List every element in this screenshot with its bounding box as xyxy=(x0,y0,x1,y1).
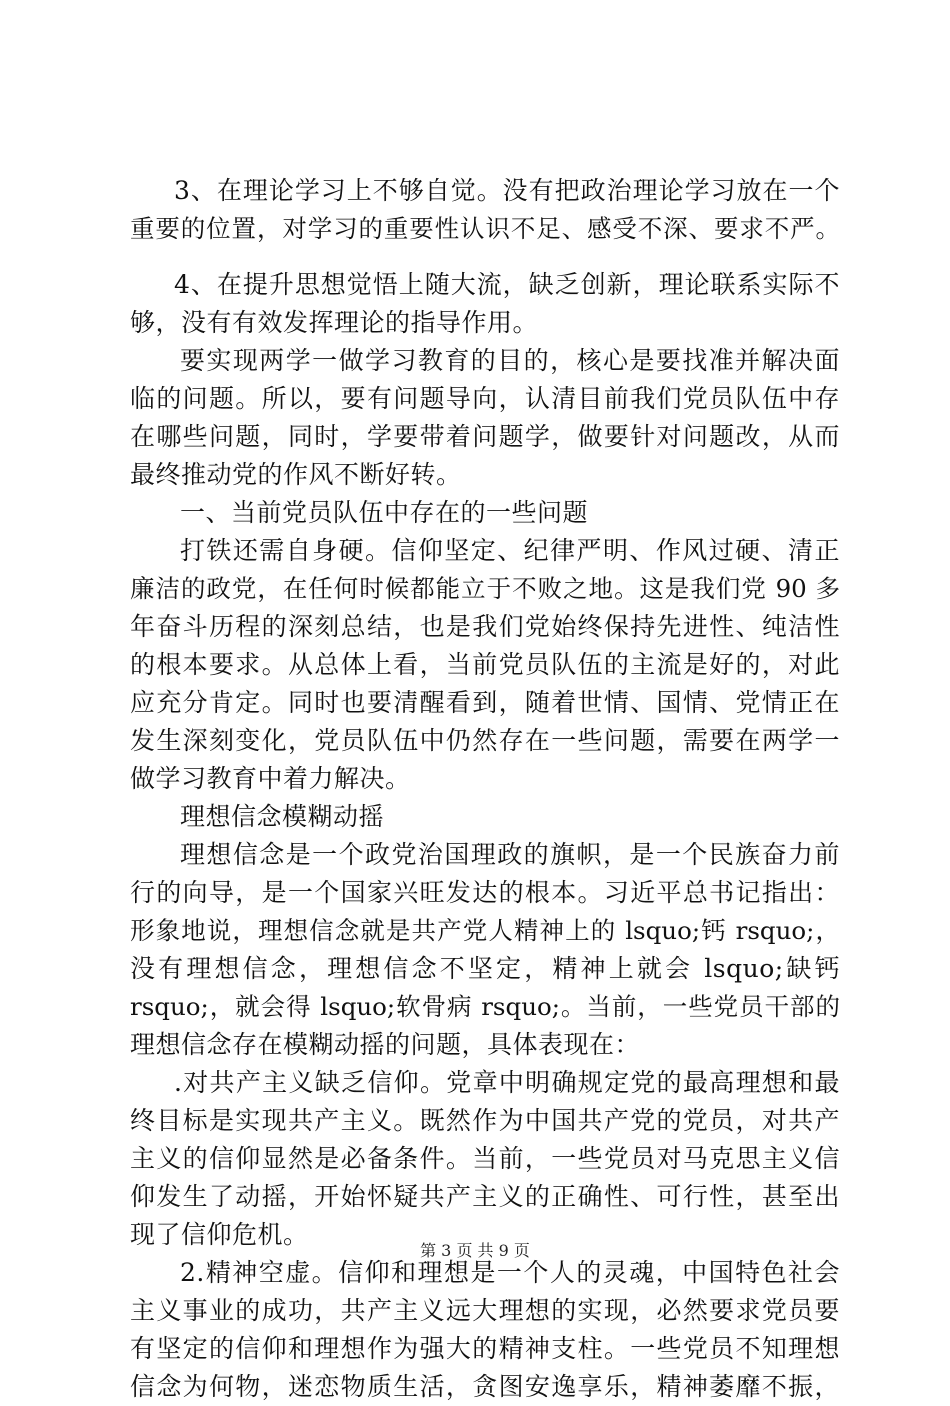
document-body xyxy=(130,172,840,1406)
text-line: 理想信念是一个政党治国理政的旗帜，是一个民族奋力前 xyxy=(180,840,840,869)
text-line: 做学习教育中着力解决。 xyxy=(130,764,411,793)
text-line: 现了信仰危机。 xyxy=(130,1220,309,1249)
text-line: 理想信念存在模糊动摇的问题，具体表现在： xyxy=(130,1030,641,1059)
text-line: 一、当前党员队伍中存在的一些问题 xyxy=(180,498,589,527)
paragraph-4-awareness xyxy=(130,266,840,342)
text-line: 3、在理论学习上不够自觉。没有把政治理论学习放在一个 xyxy=(174,176,840,205)
subsection-heading xyxy=(130,798,840,836)
text-line: 要实现两学一做学习教育的目的，核心是要找准并解决面 xyxy=(180,346,840,375)
text-line: 形象地说，理想信念就是共产党人精神上的 lsquo;钙 rsquo;， xyxy=(130,916,840,945)
section-heading xyxy=(130,494,840,532)
paragraph-goal xyxy=(130,342,840,494)
text-line: rsquo;，就会得 lsquo;软骨病 rsquo;。当前，一些党员干部的 xyxy=(130,992,840,1021)
text-line: 2.精神空虚。信仰和理想是一个人的灵魂，中国特色社会 xyxy=(180,1258,840,1287)
text-line: 信念为何物，迷恋物质生活，贪图安逸享乐，精神萎靡不振， xyxy=(130,1372,840,1401)
paragraph-ideals xyxy=(130,836,840,1064)
text-line: 主义的信仰显然是必备条件。当前，一些党员对马克思主义信 xyxy=(130,1144,840,1173)
text-line: 主义事业的成功，共产主义远大理想的实现，必然要求党员要 xyxy=(130,1296,840,1325)
text-line: 发生深刻变化，党员队伍中仍然存在一些问题，需要在两学一 xyxy=(130,726,840,755)
text-line: 够，没有有效发挥理论的指导作用。 xyxy=(130,308,539,337)
text-line: 终目标是实现共产主义。既然作为中国共产党的党员，对共产 xyxy=(130,1106,840,1135)
paragraph-communism-faith xyxy=(130,1064,840,1254)
text-line: 临的问题。所以，要有问题导向，认清目前我们党员队伍中存 xyxy=(130,384,840,413)
paragraph-3-theory-study xyxy=(130,172,840,248)
text-line: 在哪些问题，同时，学要带着问题学，做要针对问题改，从而 xyxy=(130,422,840,451)
text-line: 行的向导，是一个国家兴旺发达的根本。习近平总书记指出： xyxy=(130,878,840,907)
text-line: 没有理想信念，理想信念不坚定，精神上就会 lsquo;缺钙 xyxy=(130,954,840,983)
text-line: 打铁还需自身硬。信仰坚定、纪律严明、作风过硬、清正 xyxy=(180,536,840,565)
text-line: 的根本要求。从总体上看，当前党员队伍的主流是好的，对此 xyxy=(130,650,840,679)
text-line: 仰发生了动摇，开始怀疑共产主义的正确性、可行性，甚至出 xyxy=(130,1182,840,1211)
page-number-footer: 第 3 页 共 9 页 xyxy=(420,1241,530,1260)
text-line: 理想信念模糊动摇 xyxy=(180,802,385,831)
text-line: 4、在提升思想觉悟上随大流，缺乏创新，理论联系实际不 xyxy=(174,270,840,299)
text-line: 重要的位置，对学习的重要性认识不足、感受不深、要求不严。 xyxy=(130,214,840,243)
text-line: 应充分肯定。同时也要清醒看到，随着世情、国情、党情正在 xyxy=(130,688,840,717)
text-line: 最终推动党的作风不断好转。 xyxy=(130,460,462,489)
paragraph-spiritual-emptiness xyxy=(130,1254,840,1406)
text-line: .对共产主义缺乏信仰。党章中明确规定党的最高理想和最 xyxy=(174,1068,840,1097)
text-line: 年奋斗历程的深刻总结，也是我们党始终保持先进性、纯洁性 xyxy=(130,612,840,641)
paragraph-self-discipline xyxy=(130,532,840,798)
text-line: 廉洁的政党，在任何时候都能立于不败之地。这是我们党 90 多 xyxy=(130,574,840,603)
paragraph-gap xyxy=(130,248,840,266)
text-line: 有坚定的信仰和理想作为强大的精神支柱。一些党员不知理想 xyxy=(130,1334,840,1363)
